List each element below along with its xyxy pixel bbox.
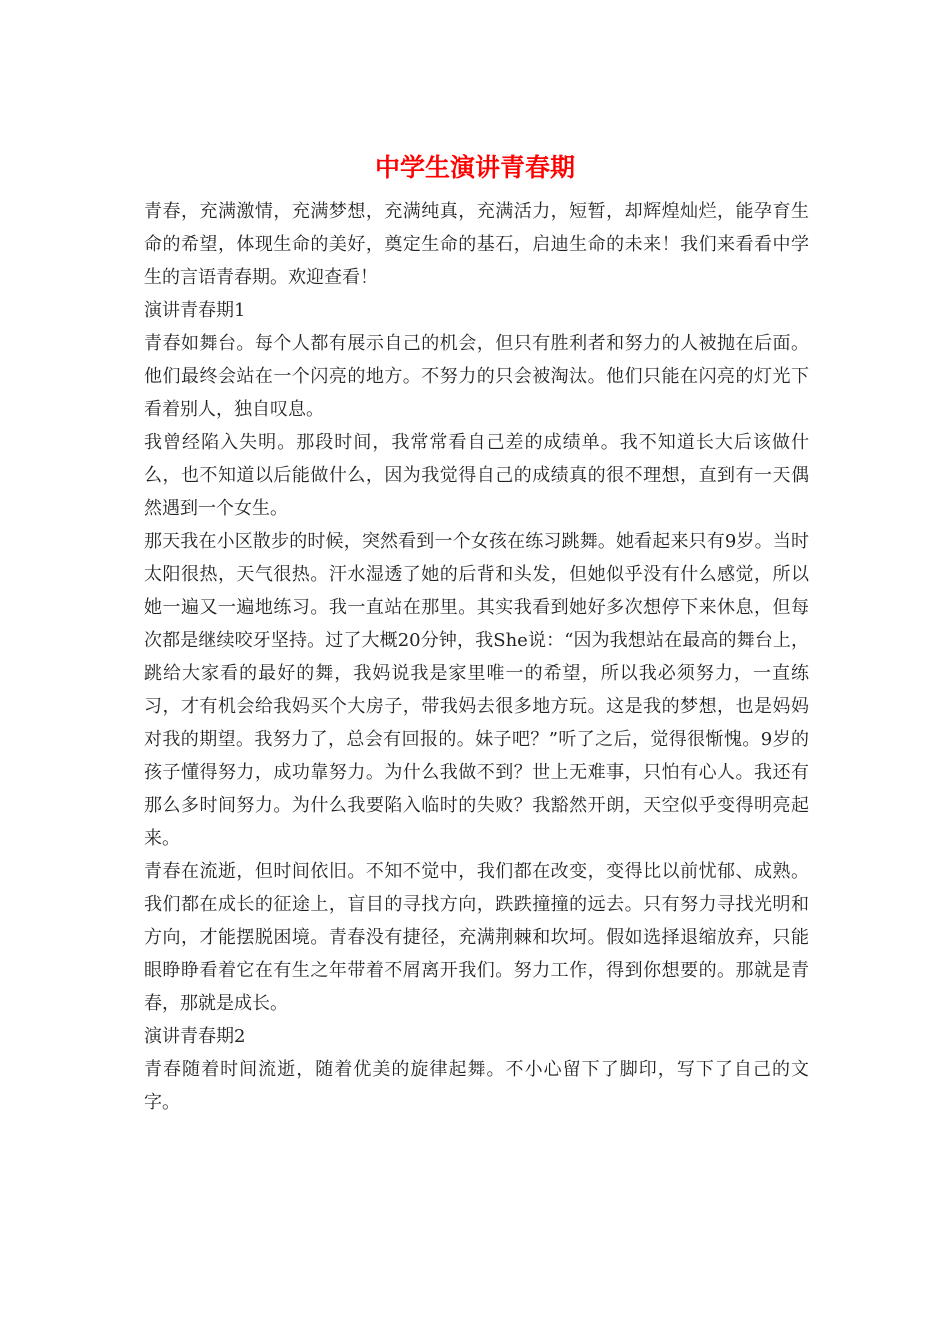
section-heading-2: 演讲青春期2	[144, 1026, 246, 1047]
document-title: 中学生演讲青春期	[374, 153, 575, 182]
body-paragraph: 那天我在小区散步的时候，突然看到一个女孩在练习跳舞。她看起来只有9岁。当时太阳很热，天气很热。汗水湿透了她的后背和头发，但她似乎没有什么感觉，所以她一遍又一遍地练习。我一直站在那里。其实我看到她好多次想停下来休息，但每次都是继续咬牙坚持。过了大概20分钟，我She说：“因为我想站在最高的舞台上，跳给大家看的最好的舞，我妈说我是家里唯一的希望，所以我必须努力，一直练习，才有机会给我妈买个大房子，带我妈去很多地方玩。这是我的梦想，也是妈妈对我的期望。我努力了，总会有回报的。妹子吧？”听了之后，觉得很惭愧。9岁的孩子懂得努力，成功靠努力。为什么我做不到？世上无难事，只怕有心人。我还有那么多时间努力。为什么我要陷入临时的失败？我豁然开朗，天空似乎变得明亮起来。	[144, 531, 809, 849]
document-body	[144, 195, 809, 1119]
intro-paragraph: 青春，充满激情，充满梦想，充满纯真，充满活力，短暂，却辉煌灿烂，能孕育生命的希望，体现生命的美好，奠定生命的基石，启迪生命的未来！我们来看看中学生的言语青春期。欢迎查看！	[144, 201, 809, 288]
body-paragraph: 青春如舞台。每个人都有展示自己的机会，但只有胜利者和努力的人被抛在后面。他们最终会站在一个闪亮的地方。不努力的只会被淘汰。他们只能在闪亮的灯光下看着别人，独自叹息。	[144, 333, 809, 420]
body-paragraph: 青春在流逝，但时间依旧。不知不觉中，我们都在改变，变得比以前忧郁、成熟。我们都在成长的征途上，盲目的寻找方向，跌跌撞撞的远去。只有努力寻找光明和方向，才能摆脱困境。青春没有捷径，充满荆棘和坎坷。假如选择退缩放弃，只能眼睁睁看着它在有生之年带着不屑离开我们。努力工作，得到你想要的。那就是青春，那就是成长。	[144, 861, 809, 1014]
section-heading-1: 演讲青春期1	[144, 300, 246, 321]
body-paragraph: 青春随着时间流逝，随着优美的旋律起舞。不小心留下了脚印，写下了自己的文字。	[144, 1059, 809, 1113]
body-paragraph: 我曾经陷入失明。那段时间，我常常看自己差的成绩单。我不知道长大后该做什么，也不知道以后能做什么，因为我觉得自己的成绩真的很不理想，直到有一天偶然遇到一个女生。	[144, 432, 809, 519]
